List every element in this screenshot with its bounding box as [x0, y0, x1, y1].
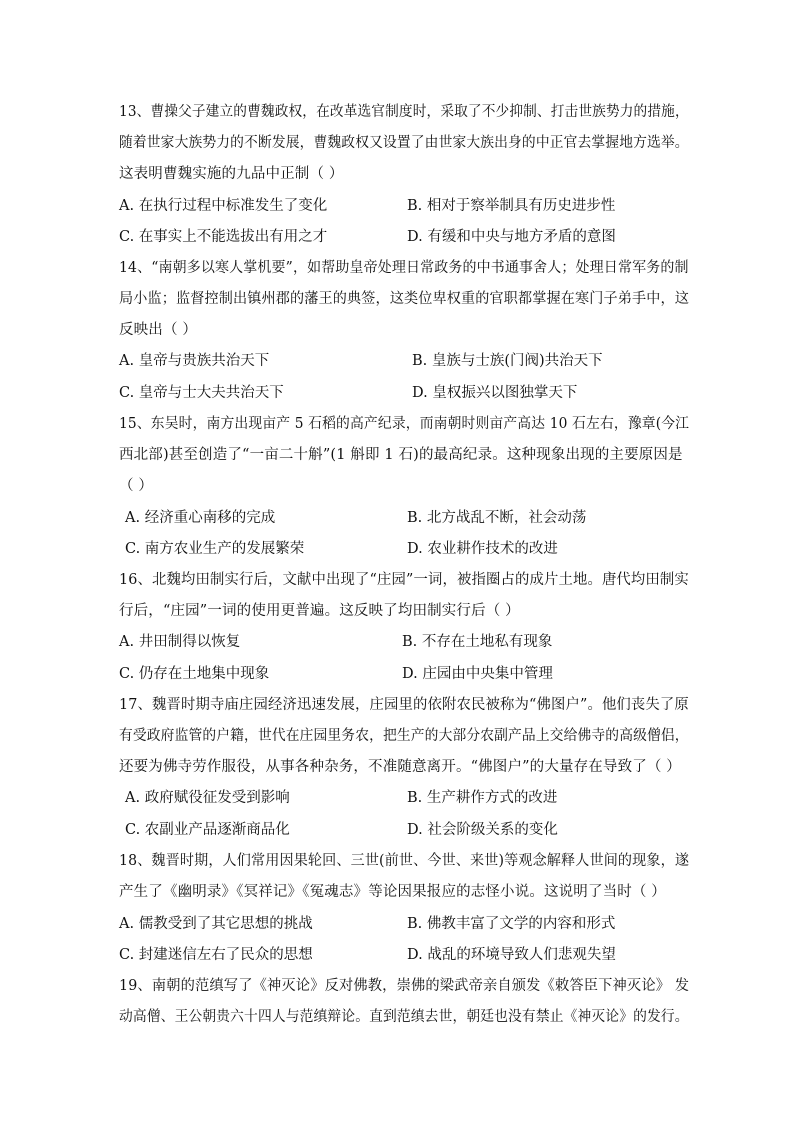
q16-option-d: D. 庄园由中央集中管理 — [402, 666, 553, 682]
q13-option-d: D. 有缓和中央与地方矛盾的意图 — [407, 229, 616, 245]
q15-option-a: A. 经济重心南移的完成 — [125, 510, 276, 526]
q18-line-1: 18、魏晋时期，人们常用因果轮回、三世(前世、今世、来世)等观念解释人世间的现象，遂 — [119, 853, 690, 869]
q14-line-3: 反映出（ ） — [119, 322, 198, 338]
q13-option-b: B. 相对于察举制具有历史进步性 — [407, 198, 616, 214]
q16-option-b: B. 不存在土地私有现象 — [402, 634, 553, 650]
q17-option-b: B. 生产耕作方式的改进 — [407, 790, 558, 806]
q14-option-a: A. 皇帝与贵族共治天下 — [119, 353, 270, 369]
q16-line-1: 16、北魏均田制实行后，文献中出现了“庄园”一词，被指圈占的成片土地。唐代均田制实 — [119, 572, 689, 588]
q18-option-a: A. 儒教受到了其它思想的挑战 — [119, 916, 313, 932]
q15-option-d: D. 农业耕作技术的改进 — [407, 541, 558, 557]
q17-option-c: C. 农副业产品逐渐商品化 — [125, 822, 290, 838]
q13-line-1: 13、曹操父子建立的曹魏政权，在改革选官制度时，采取了不少抑制、打击世族势力的措施， — [119, 104, 689, 120]
q18-option-c: C. 封建迷信左右了民众的思想 — [119, 947, 313, 963]
q17-line-1: 17、魏晋时期寺庙庄园经济迅速发展，庄园里的依附农民被称为“佛图户”。他们丧失了原 — [119, 697, 689, 713]
q14-option-c: C. 皇帝与士大夫共治天下 — [119, 385, 284, 401]
q16-option-c: C. 仍存在土地集中现象 — [119, 666, 270, 682]
q17-line-2: 有受政府监管的户籍，世代在庄园里务农，把生产的大部分农副产品上交给佛寺的高级僧侣， — [119, 728, 689, 744]
q14-line-2: 局小监；监督控制出镇州郡的藩王的典签，这类位卑权重的官职都掌握在寒门子弟手中，这 — [119, 291, 689, 307]
q15-line-1: 15、东吴时，南方出现亩产 5 石稻的高产纪录，而南朝时则亩产高达 10 石左右，豫章(今江 — [119, 416, 690, 432]
q16-line-2: 行后，“庄园”一词的使用更普遍。这反映了均田制实行后（ ） — [119, 603, 520, 619]
q15-option-b: B. 北方战乱不断，社会动荡 — [407, 510, 587, 526]
q18-option-d: D. 战乱的环境导致人们悲观失望 — [407, 947, 616, 963]
q16-option-a: A. 井田制得以恢复 — [119, 634, 241, 650]
q17-option-d: D. 社会阶级关系的变化 — [407, 822, 558, 838]
q13-line-3: 这表明曹魏实施的九品中正制（ ） — [119, 166, 344, 182]
q17-option-a: A. 政府赋役征发受到影响 — [125, 790, 290, 806]
q17-line-3: 还要为佛寺劳作服役，从事各种杂务，不准随意离开。“佛图户”的大量存在导致了（ ） — [119, 759, 681, 775]
q15-line-2: 西北部)甚至创造了“一亩二十斛”(1 斛即 1 石)的最高纪录。这种现象出现的主要原因是 — [119, 447, 683, 463]
q15-line-3: （ ） — [119, 478, 154, 494]
q18-line-2: 产生了《幽明录》《冥祥记》《冤魂志》等论因果报应的志怪小说。这说明了当时（ ） — [119, 884, 666, 900]
q15-option-c: C. 南方农业生产的发展繁荣 — [125, 541, 305, 557]
q18-option-b: B. 佛教丰富了文学的内容和形式 — [407, 916, 616, 932]
q19-line-1: 19、南朝的范缜写了《神灭论》反对佛教，崇佛的梁武帝亲自颁发《敕答臣下神灭论》 发 — [119, 978, 690, 994]
q14-option-b: B. 皇族与士族(门阀)共治天下 — [412, 353, 603, 369]
q19-line-2: 动高僧、王公朝贵六十四人与范缜辩论。直到范缜去世，朝廷也没有禁止《神灭论》的发行。 — [119, 1009, 689, 1025]
q13-option-c: C. 在事实上不能选拔出有用之才 — [119, 229, 328, 245]
q14-option-d: D. 皇权振兴以图独掌天下 — [412, 385, 578, 401]
q13-option-a: A. 在执行过程中标准发生了变化 — [119, 198, 328, 214]
q13-line-2: 随着世家大族势力的不断发展，曹魏政权又设置了由世家大族出身的中正官去掌握地方选举。 — [119, 135, 689, 151]
q14-line-1: 14、“南朝多以寒人掌机要”，如帮助皇帝处理日常政务的中书通事舍人；处理日常军务的制 — [119, 260, 689, 276]
